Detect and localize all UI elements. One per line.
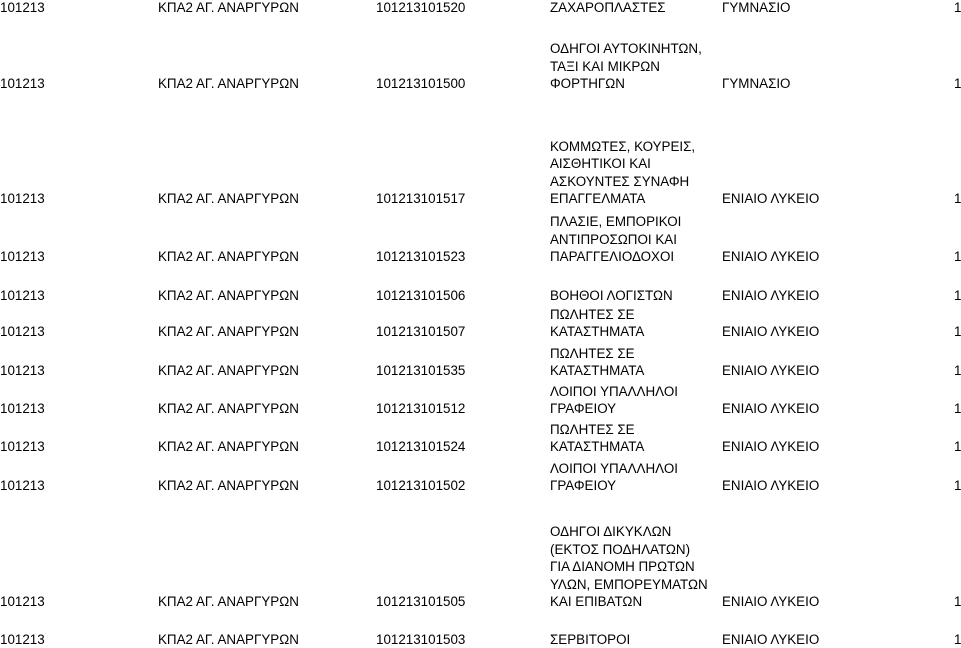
- table-row: [0, 460, 961, 494]
- table-row: [0, 41, 961, 92]
- office-name-cell: ΚΠΑ2 ΑΓ. ΑΝΑΡΓΥΡΩΝ: [158, 76, 299, 91]
- record-id-cell: 101213101520: [376, 0, 466, 15]
- education-level-cell: ΕΝΙΑΙΟ ΛΥΚΕΙΟ: [722, 363, 820, 378]
- occupation-line: ΚΑΤΑΣΤΗΜΑΤΑ: [550, 439, 645, 454]
- office-name-cell: ΚΠΑ2 ΑΓ. ΑΝΑΡΓΥΡΩΝ: [158, 478, 299, 493]
- table-row: [0, 524, 961, 610]
- record-id-cell: 101213101524: [376, 439, 466, 454]
- count-cell: 1: [954, 0, 961, 15]
- education-level-cell: ΕΝΙΑΙΟ ΛΥΚΕΙΟ: [722, 478, 820, 493]
- count-cell: 1: [954, 594, 961, 609]
- table-row: [0, 138, 961, 207]
- occupation-line: ΕΠΑΓΓΕΛΜΑΤΑ: [550, 191, 646, 206]
- record-id-cell: 101213101535: [376, 363, 466, 378]
- occupation-line: ΠΑΡΑΓΓΕΛΙΟΔΟΧΟΙ: [550, 249, 675, 264]
- area-code-cell: 101213: [0, 594, 45, 609]
- table-row: [0, 421, 961, 455]
- occupation-line: ΠΩΛΗΤΕΣ ΣΕ: [550, 306, 635, 322]
- table-row: [0, 632, 960, 648]
- record-id-cell: 101213101507: [376, 324, 466, 339]
- education-level-cell: ΕΝΙΑΙΟ ΛΥΚΕΙΟ: [722, 632, 820, 647]
- occupation-line: ΥΛΩΝ, ΕΜΠΟΡΕΥΜΑΤΩΝ: [550, 576, 708, 592]
- record-id-cell: 101213101512: [376, 401, 466, 416]
- count-cell: 1: [954, 76, 961, 91]
- office-name-cell: ΚΠΑ2 ΑΓ. ΑΝΑΡΓΥΡΩΝ: [158, 401, 299, 416]
- area-code-cell: 101213: [0, 439, 45, 454]
- area-code-cell: 101213: [0, 0, 45, 15]
- record-id-cell: 101213101503: [376, 632, 466, 647]
- office-name-cell: ΚΠΑ2 ΑΓ. ΑΝΑΡΓΥΡΩΝ: [158, 288, 299, 303]
- occupation-line: ΠΩΛΗΤΕΣ ΣΕ: [550, 345, 635, 361]
- occupation-line: ΚΟΜΜΩΤΕΣ, ΚΟΥΡΕΙΣ,: [550, 138, 696, 154]
- occupation-line: ΛΟΙΠΟΙ ΥΠΑΛΛΗΛΟΙ: [550, 383, 678, 399]
- count-cell: 1: [954, 363, 961, 378]
- education-level-cell: ΕΝΙΑΙΟ ΛΥΚΕΙΟ: [722, 439, 820, 454]
- record-id-cell: 101213101505: [376, 594, 466, 609]
- occupation-line: ΒΟΗΘΟΙ ΛΟΓΙΣΤΩΝ: [550, 288, 673, 303]
- count-cell: 1: [954, 478, 961, 493]
- education-level-cell: ΕΝΙΑΙΟ ΛΥΚΕΙΟ: [722, 191, 820, 206]
- education-level-cell: ΓΥΜΝΑΣΙΟ: [722, 0, 791, 15]
- occupation-line: ΛΟΙΠΟΙ ΥΠΑΛΛΗΛΟΙ: [550, 460, 678, 476]
- education-level-cell: ΓΥΜΝΑΣΙΟ: [722, 76, 791, 91]
- occupation-line: (ΕΚΤΟΣ ΠΟΔΗΛΑΤΩΝ): [550, 541, 691, 557]
- occupation-line: ΟΔΗΓΟΙ ΑΥΤΟΚΙΝΗΤΩΝ,: [550, 41, 702, 56]
- table-row: [0, 383, 961, 417]
- occupation-line: ΚΑΙ ΕΠΙΒΑΤΩΝ: [550, 594, 643, 609]
- education-level-cell: ΕΝΙΑΙΟ ΛΥΚΕΙΟ: [722, 594, 820, 609]
- record-id-cell: 101213101523: [376, 249, 466, 264]
- occupation-line: ΦΟΡΤΗΓΩΝ: [550, 76, 625, 91]
- table-row: [0, 288, 960, 304]
- table-row: [0, 0, 960, 16]
- occupation-line: ΓΡΑΦΕΙΟΥ: [550, 478, 617, 493]
- office-name-cell: ΚΠΑ2 ΑΓ. ΑΝΑΡΓΥΡΩΝ: [158, 439, 299, 454]
- office-name-cell: ΚΠΑ2 ΑΓ. ΑΝΑΡΓΥΡΩΝ: [158, 191, 299, 206]
- occupation-line: ΤΑΞΙ ΚΑΙ ΜΙΚΡΩΝ: [550, 58, 660, 74]
- office-name-cell: ΚΠΑ2 ΑΓ. ΑΝΑΡΓΥΡΩΝ: [158, 249, 299, 264]
- count-cell: 1: [954, 324, 961, 339]
- occupation-line: ΑΙΣΘΗΤΙΚΟΙ ΚΑΙ: [550, 156, 651, 171]
- occupation-line: ΖΑΧΑΡΟΠΛΑΣΤΕΣ: [550, 0, 666, 15]
- record-id-cell: 101213101502: [376, 478, 466, 493]
- area-code-cell: 101213: [0, 76, 45, 91]
- count-cell: 1: [954, 401, 961, 416]
- occupation-line: ΟΔΗΓΟΙ ΔΙΚΥΚΛΩΝ: [550, 524, 672, 539]
- count-cell: 1: [954, 288, 961, 303]
- record-id-cell: 101213101506: [376, 288, 466, 303]
- occupation-line: ΚΑΤΑΣΤΗΜΑΤΑ: [550, 324, 645, 339]
- area-code-cell: 101213: [0, 191, 45, 206]
- education-level-cell: ΕΝΙΑΙΟ ΛΥΚΕΙΟ: [722, 401, 820, 416]
- area-code-cell: 101213: [0, 363, 45, 378]
- occupation-line: ΚΑΤΑΣΤΗΜΑΤΑ: [550, 363, 645, 378]
- area-code-cell: 101213: [0, 478, 45, 493]
- occupation-line: ΓΡΑΦΕΙΟΥ: [550, 401, 617, 416]
- office-name-cell: ΚΠΑ2 ΑΓ. ΑΝΑΡΓΥΡΩΝ: [158, 632, 299, 647]
- occupation-line: ΠΛΑΣΙΕ, ΕΜΠΟΡΙΚΟΙ: [550, 214, 682, 229]
- occupation-line: ΑΣΚΟΥΝΤΕΣ ΣΥΝΑΦΗ: [550, 173, 690, 189]
- table-row: [0, 345, 961, 379]
- table-row: [0, 214, 961, 265]
- count-cell: 1: [954, 191, 961, 206]
- occupation-line: ΣΕΡΒΙΤΟΡΟΙ: [550, 632, 631, 647]
- office-name-cell: ΚΠΑ2 ΑΓ. ΑΝΑΡΓΥΡΩΝ: [158, 324, 299, 339]
- area-code-cell: 101213: [0, 288, 45, 303]
- education-level-cell: ΕΝΙΑΙΟ ΛΥΚΕΙΟ: [722, 324, 820, 339]
- education-level-cell: ΕΝΙΑΙΟ ΛΥΚΕΙΟ: [722, 249, 820, 264]
- record-id-cell: 101213101500: [376, 76, 466, 91]
- occupation-line: ΠΩΛΗΤΕΣ ΣΕ: [550, 421, 635, 437]
- table-row: [0, 306, 961, 340]
- area-code-cell: 101213: [0, 401, 45, 416]
- record-id-cell: 101213101517: [376, 191, 466, 206]
- occupation-line: ΑΝΤΙΠΡΟΣΩΠΟΙ ΚΑΙ: [550, 231, 677, 247]
- count-cell: 1: [954, 249, 961, 264]
- area-code-cell: 101213: [0, 632, 45, 647]
- occupation-line: ΓΙΑ ΔΙΑΝΟΜΗ ΠΡΩΤΩΝ: [550, 559, 695, 574]
- education-level-cell: ΕΝΙΑΙΟ ΛΥΚΕΙΟ: [722, 288, 820, 303]
- count-cell: 1: [954, 632, 961, 647]
- area-code-cell: 101213: [0, 324, 45, 339]
- area-code-cell: 101213: [0, 249, 45, 264]
- office-name-cell: ΚΠΑ2 ΑΓ. ΑΝΑΡΓΥΡΩΝ: [158, 0, 299, 15]
- office-name-cell: ΚΠΑ2 ΑΓ. ΑΝΑΡΓΥΡΩΝ: [158, 363, 299, 378]
- office-name-cell: ΚΠΑ2 ΑΓ. ΑΝΑΡΓΥΡΩΝ: [158, 594, 299, 609]
- count-cell: 1: [954, 439, 961, 454]
